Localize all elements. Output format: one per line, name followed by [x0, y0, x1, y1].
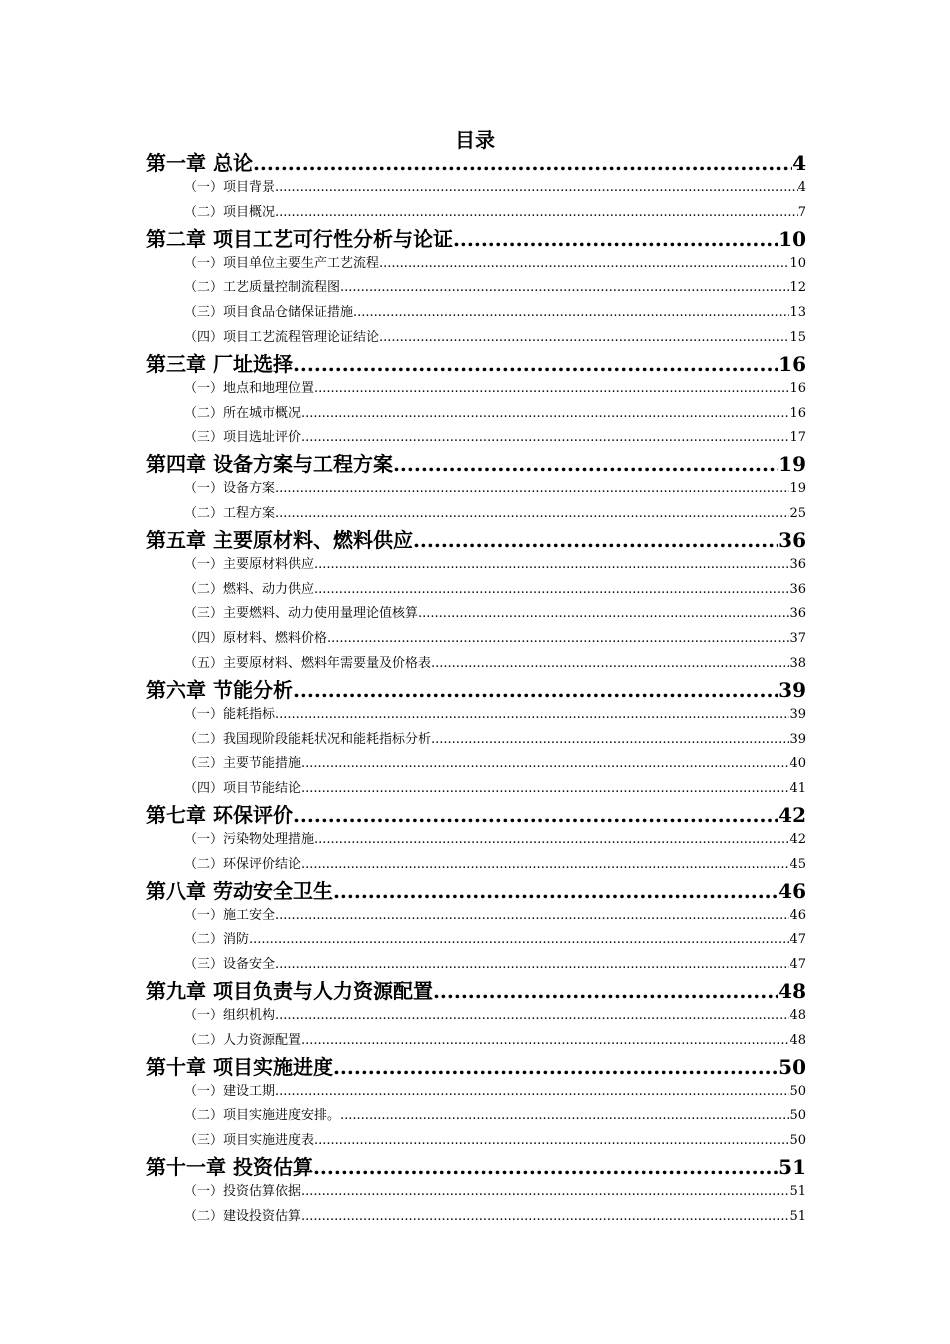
- toc-chapter-entry-page-number: 50: [778, 1054, 806, 1079]
- dot-leader: [340, 1104, 789, 1129]
- toc-section-entry[interactable]: [146, 176, 806, 201]
- dot-leader: [301, 402, 789, 427]
- dot-leader: [275, 477, 789, 502]
- toc-section-entry-title: （二）工程方案: [184, 505, 276, 521]
- toc-section-entry-title: （一）项目单位主要生产工艺流程: [184, 255, 380, 271]
- dot-leader: [275, 703, 789, 728]
- toc-section-entry-page-number: 48: [789, 1007, 806, 1023]
- toc-section-entry-title: （二）项目概况: [184, 204, 276, 220]
- toc-chapter-entry-page-number: 51: [778, 1154, 806, 1179]
- toc-section-entry[interactable]: [146, 953, 806, 978]
- toc-section-entry-title: （二）人力资源配置: [184, 1032, 302, 1048]
- dot-leader: [293, 351, 778, 377]
- toc-section-entry-page-number: 16: [789, 405, 806, 421]
- dot-leader: [293, 677, 778, 703]
- dot-leader: [301, 752, 789, 777]
- dot-leader: [393, 451, 778, 477]
- toc-section-entry-page-number: 50: [789, 1108, 806, 1124]
- toc-section-entry-page-number: 36: [789, 581, 806, 597]
- toc-section-entry-title: （三）主要燃料、动力使用量理论值核算: [184, 606, 419, 622]
- toc-section-entry-page-number: 47: [789, 957, 806, 973]
- toc-section-entry-page-number: 51: [789, 1208, 806, 1224]
- dot-leader: [275, 502, 789, 527]
- toc-chapter-entry-page-number: 4: [792, 151, 806, 175]
- dot-leader: [379, 326, 789, 351]
- dot-leader: [453, 226, 778, 252]
- toc-chapter-entry-page-number: 39: [778, 677, 806, 702]
- toc-section-entry-page-number: 47: [789, 932, 806, 948]
- toc-section-entry-title: （二）工艺质量控制流程图: [184, 280, 341, 296]
- dot-leader: [353, 301, 789, 326]
- toc-chapter-entry-title: 第五章 主要原材料、燃料供应: [146, 527, 413, 552]
- toc-section-entry-title: （一）污染物处理措施: [184, 831, 315, 847]
- toc-chapter-entry-page-number: 19: [778, 452, 806, 477]
- toc-section-entry-page-number: 37: [789, 631, 806, 647]
- dot-leader: [301, 426, 789, 451]
- toc-chapter-entry-title: 第三章 厂址选择: [146, 351, 293, 376]
- toc-section-entry-title: （五）主要原材料、燃料年需要量及价格表: [184, 655, 432, 671]
- toc-section-entry[interactable]: [146, 602, 806, 627]
- toc-section-entry-title: （一）设备方案: [184, 481, 276, 497]
- dot-leader: [314, 828, 789, 853]
- toc-section-entry[interactable]: [146, 477, 806, 502]
- toc-section-entry[interactable]: [146, 928, 806, 953]
- toc-section-entry[interactable]: [146, 1129, 806, 1154]
- dot-leader: [275, 1080, 789, 1105]
- toc-section-entry[interactable]: [146, 777, 806, 802]
- toc-chapter-entry-page-number: 36: [778, 527, 806, 552]
- toc-section-entry[interactable]: [146, 553, 806, 578]
- toc-section-entry[interactable]: [146, 201, 806, 226]
- toc-section-entry-title: （一）能耗指标: [184, 706, 276, 722]
- toc-chapter-entry[interactable]: [146, 1054, 806, 1080]
- toc-chapter-entry[interactable]: [146, 878, 806, 904]
- toc-section-entry-title: （二）我国现阶段能耗状况和能耗指标分析: [184, 731, 432, 747]
- toc-section-entry[interactable]: [146, 252, 806, 277]
- dot-leader: [379, 252, 789, 277]
- toc-section-entry[interactable]: [146, 652, 806, 677]
- toc-section-entry-page-number: 42: [789, 831, 806, 847]
- toc-section-entry-page-number: 45: [789, 856, 806, 872]
- toc-section-entry[interactable]: [146, 1104, 806, 1129]
- toc-section-entry[interactable]: [146, 578, 806, 603]
- toc-section-entry-title: （三）项目食品仓储保证措施: [184, 305, 354, 321]
- toc-section-entry-title: （三）项目实施进度表: [184, 1133, 315, 1149]
- toc-section-entry[interactable]: [146, 502, 806, 527]
- toc-section-entry-page-number: 50: [789, 1083, 806, 1099]
- dot-leader: [431, 652, 789, 677]
- toc-section-entry[interactable]: [146, 1004, 806, 1029]
- dot-leader: [433, 978, 778, 1004]
- toc-chapter-entry-page-number: 42: [778, 802, 806, 827]
- toc-section-entry-title: （二）项目实施进度安排。: [184, 1108, 341, 1124]
- toc-chapter-entry-page-number: 48: [778, 978, 806, 1003]
- toc-section-entry-page-number: 4: [797, 180, 806, 195]
- toc-section-entry-page-number: 39: [789, 731, 806, 747]
- toc-section-entry[interactable]: [146, 627, 806, 652]
- toc-chapter-entry-page-number: 46: [778, 878, 806, 903]
- dot-leader: [253, 150, 792, 176]
- dot-leader: [314, 553, 789, 578]
- toc-section-entry[interactable]: [146, 904, 806, 929]
- toc-section-entry-page-number: 25: [789, 505, 806, 521]
- toc-section-entry-title: （二）燃料、动力供应: [184, 581, 315, 597]
- dot-leader: [333, 878, 778, 904]
- toc-section-entry-title: （二）所在城市概况: [184, 405, 302, 421]
- toc-section-entry-title: （一）建设工期: [184, 1083, 276, 1099]
- toc-section-entry-page-number: 16: [789, 380, 806, 396]
- dot-leader: [340, 276, 789, 301]
- toc-chapter-entry-title: 第十一章 投资估算: [146, 1154, 313, 1179]
- dot-leader: [301, 1029, 789, 1054]
- toc-section-entry-page-number: 10: [789, 255, 806, 271]
- dot-leader: [431, 728, 789, 753]
- toc-section-entry-title: （一）组织机构: [184, 1007, 276, 1023]
- dot-leader: [314, 578, 789, 603]
- dot-leader: [313, 1154, 778, 1180]
- toc-section-entry-page-number: 12: [789, 280, 806, 296]
- toc-chapter-entry-title: 第一章 总论: [146, 151, 253, 175]
- toc-section-entry-title: （一）主要原材料供应: [184, 556, 315, 572]
- dot-leader: [275, 904, 789, 929]
- toc-chapter-entry[interactable]: [146, 978, 806, 1004]
- toc-section-entry-title: （一）施工安全: [184, 907, 276, 923]
- toc-section-entry[interactable]: [146, 1205, 806, 1230]
- dot-leader: [314, 377, 789, 402]
- dot-leader: [249, 928, 789, 953]
- toc-section-entry-title: （二）环保评价结论: [184, 856, 302, 872]
- toc-section-entry-page-number: 51: [789, 1183, 806, 1199]
- toc-section-entry-page-number: 13: [789, 305, 806, 321]
- dot-leader: [293, 802, 778, 828]
- dot-leader: [301, 777, 789, 802]
- dot-leader: [275, 953, 789, 978]
- toc-section-entry-title: （二）消防: [184, 932, 250, 948]
- dot-leader: [275, 176, 798, 201]
- toc-chapter-entry[interactable]: [146, 527, 806, 553]
- toc-section-entry[interactable]: [146, 402, 806, 427]
- toc-chapter-entry-page-number: 16: [778, 351, 806, 376]
- toc-section-entry-page-number: 7: [797, 204, 806, 220]
- toc-section-entry[interactable]: [146, 853, 806, 878]
- dot-leader: [301, 1180, 789, 1205]
- toc-chapter-entry-title: 第九章 项目负责与人力资源配置: [146, 978, 433, 1003]
- toc-section-entry-title: （三）设备安全: [184, 957, 276, 973]
- toc-section-entry[interactable]: [146, 1080, 806, 1105]
- toc-section-entry-page-number: 17: [789, 430, 806, 446]
- toc-chapter-entry-title: 第八章 劳动安全卫生: [146, 878, 333, 903]
- toc-chapter-entry[interactable]: [146, 802, 806, 828]
- toc-section-entry-page-number: 41: [789, 781, 806, 797]
- toc-chapter-entry[interactable]: [146, 351, 806, 377]
- dot-leader: [301, 853, 789, 878]
- toc-section-entry-title: （一）地点和地理位置: [184, 380, 315, 396]
- toc-section-entry[interactable]: [146, 326, 806, 351]
- toc-chapter-entry-title: 第十章 项目实施进度: [146, 1054, 333, 1079]
- toc-section-entry-page-number: 19: [789, 481, 806, 497]
- dot-leader: [418, 602, 789, 627]
- toc-section-entry-page-number: 46: [789, 907, 806, 923]
- toc-chapter-entry[interactable]: [146, 1154, 806, 1180]
- toc-chapter-entry-title: 第六章 节能分析: [146, 677, 293, 702]
- dot-leader: [327, 627, 789, 652]
- toc-section-entry[interactable]: [146, 426, 806, 451]
- toc-section-entry-page-number: 36: [789, 606, 806, 622]
- dot-leader: [413, 527, 778, 553]
- toc-section-entry-page-number: 39: [789, 706, 806, 722]
- toc-section-entry-page-number: 40: [789, 756, 806, 772]
- dot-leader: [314, 1129, 789, 1154]
- toc-chapter-entry-title: 第二章 项目工艺可行性分析与论证: [146, 226, 453, 251]
- toc-section-entry[interactable]: [146, 752, 806, 777]
- toc-section-entry-page-number: 15: [789, 329, 806, 345]
- toc-chapter-entry[interactable]: [146, 226, 806, 252]
- toc-section-entry-title: （四）项目节能结论: [184, 781, 302, 797]
- toc-section-entry-title: （一）项目背景: [184, 180, 276, 195]
- toc-chapter-entry[interactable]: [146, 451, 806, 477]
- toc-section-entry-page-number: 38: [789, 655, 806, 671]
- toc-section-entry-title: （三）项目选址评价: [184, 430, 302, 446]
- dot-leader: [275, 1004, 789, 1029]
- toc-section-entry[interactable]: [146, 1029, 806, 1054]
- dot-leader: [333, 1054, 778, 1080]
- toc-section-entry[interactable]: [146, 728, 806, 753]
- toc-chapter-entry-title: 第四章 设备方案与工程方案: [146, 452, 393, 477]
- toc-section-entry[interactable]: [146, 301, 806, 326]
- toc-section-entry[interactable]: [146, 828, 806, 853]
- toc-section-entry-title: （一）投资估算依据: [184, 1183, 302, 1199]
- toc-chapter-entry-title: 第七章 环保评价: [146, 802, 293, 827]
- toc-title: 目录: [455, 128, 495, 152]
- table-of-contents: [146, 150, 806, 1230]
- toc-section-entry-page-number: 48: [789, 1032, 806, 1048]
- dot-leader: [275, 201, 798, 226]
- toc-section-entry-title: （三）主要节能措施: [184, 756, 302, 772]
- toc-section-entry-title: （四）项目工艺流程管理论证结论: [184, 329, 380, 345]
- toc-chapter-entry[interactable]: [146, 677, 806, 703]
- toc-section-entry-title: （四）原材料、燃料价格: [184, 631, 328, 647]
- toc-section-entry-page-number: 36: [789, 556, 806, 572]
- toc-section-entry[interactable]: [146, 703, 806, 728]
- toc-section-entry[interactable]: [146, 1180, 806, 1205]
- dot-leader: [301, 1205, 789, 1230]
- toc-section-entry[interactable]: [146, 276, 806, 301]
- toc-section-entry[interactable]: [146, 377, 806, 402]
- toc-chapter-entry[interactable]: [146, 150, 806, 176]
- toc-chapter-entry-page-number: 10: [778, 226, 806, 251]
- toc-section-entry-title: （二）建设投资估算: [184, 1208, 302, 1224]
- toc-section-entry-page-number: 50: [789, 1133, 806, 1149]
